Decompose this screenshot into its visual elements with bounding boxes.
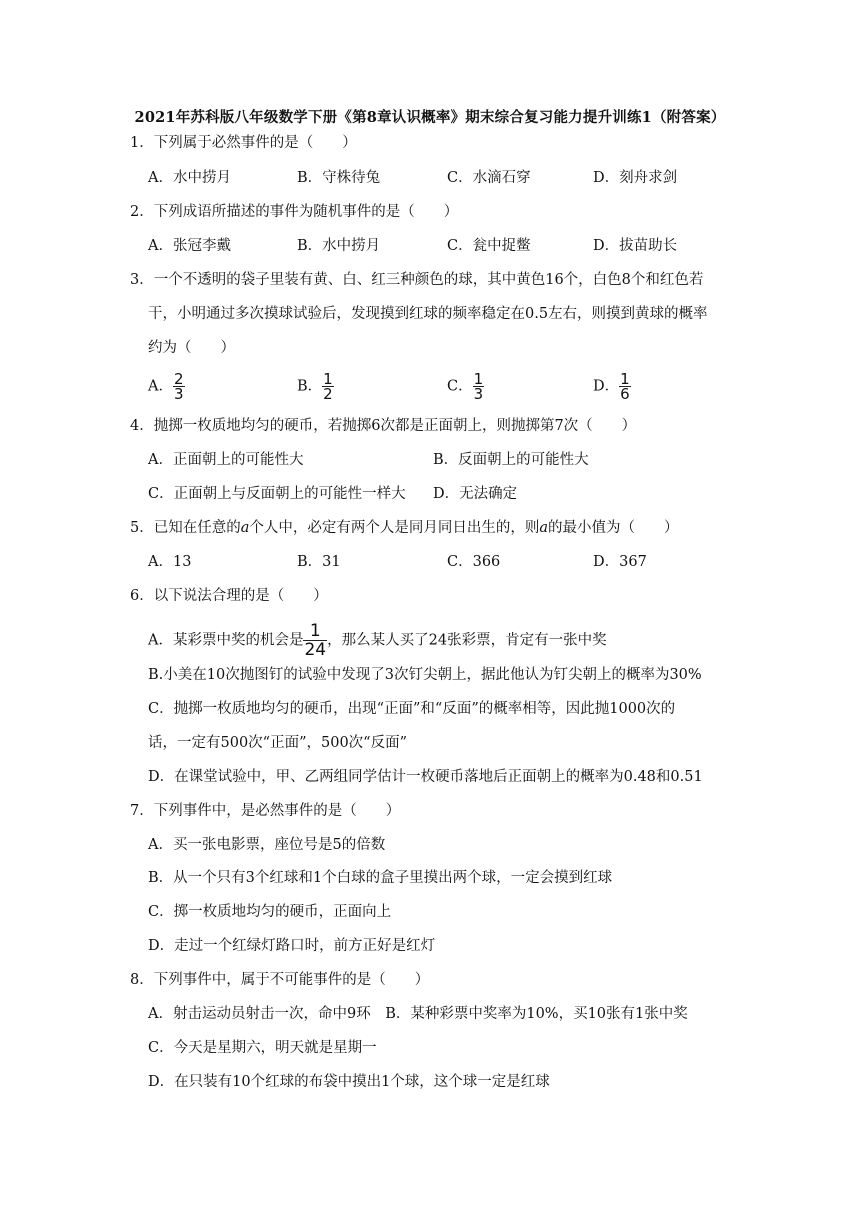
fraction-numerator: 2	[173, 370, 184, 388]
question-3-option-d	[593, 372, 631, 401]
fraction-denominator: 6	[620, 385, 630, 403]
question-7-option-a: A．买一张电影票，座位号是5的倍数	[148, 837, 386, 853]
stem-text: 的最小值为（ ）	[548, 520, 679, 536]
option-label: C．	[447, 378, 473, 395]
question-1-option-d: D．刻舟求剑	[593, 170, 678, 186]
fraction	[173, 372, 185, 401]
question-3-stem-line-3: 约为（ ）	[148, 340, 235, 356]
fraction-numerator: 1	[323, 370, 333, 388]
question-6-option-c-line-2: 话，一定有500次“正面”，500次“反面”	[148, 735, 408, 751]
question-5-option-a: A．13	[148, 554, 192, 570]
question-6-stem: 6．以下说法合理的是（ ）	[130, 588, 328, 604]
variable-a: a	[240, 520, 250, 536]
question-2-stem: 2．下列成语所描述的事件为随机事件的是（ ）	[130, 204, 459, 220]
question-5-option-d: D．367	[593, 554, 647, 570]
question-5-stem	[130, 518, 679, 538]
fraction-numerator: 1	[620, 370, 630, 388]
fraction-numerator: 1	[303, 622, 327, 641]
question-4-option-c: C．正面朝上与反面朝上的可能性一样大	[148, 486, 406, 502]
question-5-option-c: C．366	[447, 554, 501, 570]
option-label: A．	[148, 378, 173, 395]
question-6-option-c-line-1: C．抛掷一枚质地均匀的硬币，出现“正面”和“反面”的概率相等，因此抛1000次的	[148, 701, 676, 717]
fraction-denominator: 3	[473, 385, 484, 403]
option-text: ，那么某人买了24张彩票，肯定有一张中奖	[327, 632, 607, 649]
question-8-option-ab: A．射击运动员射击一次，命中9环 B．某种彩票中奖率为10%，买10张有1张中奖	[148, 1006, 688, 1022]
question-8-stem: 8．下列事件中，属于不可能事件的是（ ）	[130, 972, 430, 988]
question-3-stem-line-1: 3．一个不透明的袋子里装有黄、白、红三种颜色的球，其中黄色16个，白色8个和红色若	[130, 272, 704, 288]
fraction-denominator: 24	[304, 640, 327, 660]
question-2-option-a: A．张冠李戴	[148, 238, 231, 254]
question-8-option-d: D．在只装有10个红球的布袋中摸出1个球，这个球一定是红球	[148, 1074, 550, 1090]
question-6-option-b: B.小美在10次抛图钉的试验中发现了3次钉尖朝上，据此他认为钉尖朝上的概率为30%	[148, 667, 702, 683]
fraction	[322, 372, 334, 401]
question-3-option-a	[148, 372, 185, 401]
question-4-option-d: D．无法确定	[433, 486, 518, 502]
question-2-option-c: C．瓮中捉鳖	[447, 238, 531, 254]
question-5-option-b: B．31	[297, 554, 341, 570]
question-7-option-d: D．走过一个红绿灯路口时，前方正好是红灯	[148, 938, 436, 954]
question-8-option-c: C．今天是星期六，明天就是星期一	[148, 1040, 377, 1056]
document-title: 2021年苏科版八年级数学下册《第8章认识概率》期末综合复习能力提升训练1（附答案）	[134, 109, 726, 126]
question-1-option-b: B．守株待兔	[297, 170, 381, 186]
question-4-stem: 4．抛掷一枚质地均匀的硬币，若抛掷6次都是正面朝上，则抛掷第7次（ ）	[130, 418, 637, 434]
variable-a: a	[539, 520, 549, 536]
fraction	[619, 372, 631, 401]
fraction-denominator: 3	[173, 385, 184, 403]
question-6-option-d: D．在课堂试验中，甲、乙两组同学估计一枚硬币落地后正面朝上的概率为0.48和0.51	[148, 769, 703, 785]
question-3-option-c	[447, 372, 484, 401]
option-label: D．	[593, 378, 620, 395]
option-text: A．某彩票中奖的机会是	[148, 632, 304, 649]
stem-text: 5．已知在任意的	[130, 520, 241, 536]
question-4-option-b: B．反面朝上的可能性大	[433, 452, 589, 468]
fraction	[473, 372, 485, 401]
option-label: B．	[297, 378, 323, 395]
stem-text: 个人中，必定有两个人是同月同日出生的，则	[249, 520, 540, 536]
fraction-numerator: 1	[473, 370, 484, 388]
question-3-option-b	[297, 372, 334, 401]
question-2-option-d: D．拔苗助长	[593, 238, 678, 254]
question-7-option-b: B．从一个只有3个红球和1个白球的盒子里摸出两个球，一定会摸到红球	[148, 870, 613, 886]
fraction-denominator: 2	[323, 385, 333, 403]
fraction	[303, 622, 327, 659]
question-7-stem: 7．下列事件中，是必然事件的是（ ）	[130, 803, 401, 819]
question-1-option-a: A．水中捞月	[148, 170, 231, 186]
question-7-option-c: C．掷一枚质地均匀的硬币，正面向上	[148, 904, 392, 920]
question-1-option-c: C．水滴石穿	[447, 170, 531, 186]
question-6-option-a	[148, 622, 607, 659]
question-2-option-b: B．水中捞月	[297, 238, 381, 254]
question-3-stem-line-2: 干，小明通过多次摸球试验后，发现摸到红球的频率稳定在0.5左右，则摸到黄球的概率	[148, 306, 708, 322]
question-1-stem: 1．下列属于必然事件的是（ ）	[130, 135, 357, 151]
question-4-option-a: A．正面朝上的可能性大	[148, 452, 304, 468]
